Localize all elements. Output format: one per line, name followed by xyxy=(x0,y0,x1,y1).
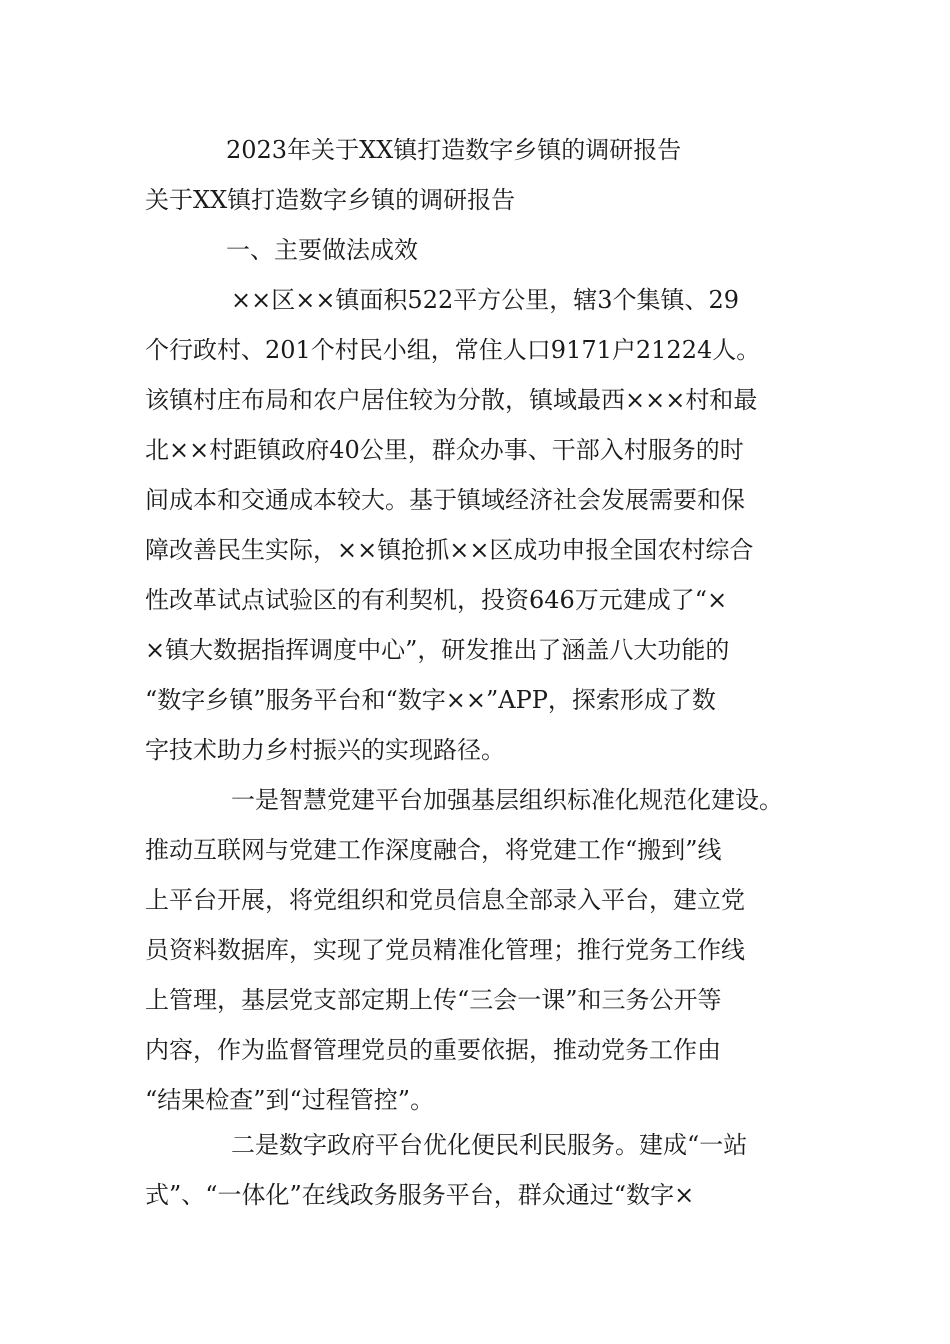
paragraph-line: 间成本和交通成本较大。基于镇域经济社会发展需要和保 xyxy=(145,486,745,514)
paragraph-line: 上管理，基层党支部定期上传“三会一课”和三务公开等 xyxy=(145,986,722,1014)
paragraph-overview xyxy=(145,275,825,775)
section-heading: 一、主要做法成效 xyxy=(226,236,418,264)
paragraph-line: 一是智慧党建平台加强基层组织标准化规范化建设。 xyxy=(231,786,783,814)
paragraph-line: 北××村距镇政府40公里，群众办事、干部入村服务的时 xyxy=(145,436,744,464)
paragraph-line: 字技术助力乡村振兴的实现路径。 xyxy=(145,736,505,764)
paragraph-smart-party-building xyxy=(145,775,825,1125)
paragraph-line: 二是数字政府平台优化便民利民服务。建成“一站 xyxy=(231,1131,748,1159)
document-subtitle: 关于XX镇打造数字乡镇的调研报告 xyxy=(145,186,516,214)
paragraph-line: 员资料数据库，实现了党员精准化管理；推行党务工作线 xyxy=(145,936,745,964)
paragraph-line: 性改革试点试验区的有利契机，投资646万元建成了“× xyxy=(145,586,728,614)
paragraph-line: 上平台开展，将党组织和党员信息全部录入平台，建立党 xyxy=(145,886,745,914)
paragraph-digital-government xyxy=(145,1120,825,1220)
paragraph-line: ×镇大数据指挥调度中心”，研发推出了涵盖八大功能的 xyxy=(145,636,730,664)
paragraph-line: “数字乡镇”服务平台和“数字××”APP，探索形成了数 xyxy=(145,686,716,714)
paragraph-line: “结果检查”到“过程管控”。 xyxy=(145,1086,435,1114)
document-title: 2023年关于XX镇打造数字乡镇的调研报告 xyxy=(226,136,682,164)
paragraph-line: 个行政村、201个村民小组，常住人口9171户21224人。 xyxy=(145,336,761,364)
paragraph-line: 内容，作为监督管理党员的重要依据，推动党务工作由 xyxy=(145,1036,721,1064)
paragraph-line: 推动互联网与党建工作深度融合，将党建工作“搬到”线 xyxy=(145,836,722,864)
paragraph-line: 障改善民生实际，××镇抢抓××区成功申报全国农村综合 xyxy=(145,536,754,564)
paragraph-line: ××区××镇面积522平方公里，辖3个集镇、29 xyxy=(231,286,740,314)
paragraph-line: 式”、“一体化”在线政务服务平台，群众通过“数字× xyxy=(145,1181,695,1209)
paragraph-line: 该镇村庄布局和农户居住较为分散，镇域最西×××村和最 xyxy=(145,386,758,414)
